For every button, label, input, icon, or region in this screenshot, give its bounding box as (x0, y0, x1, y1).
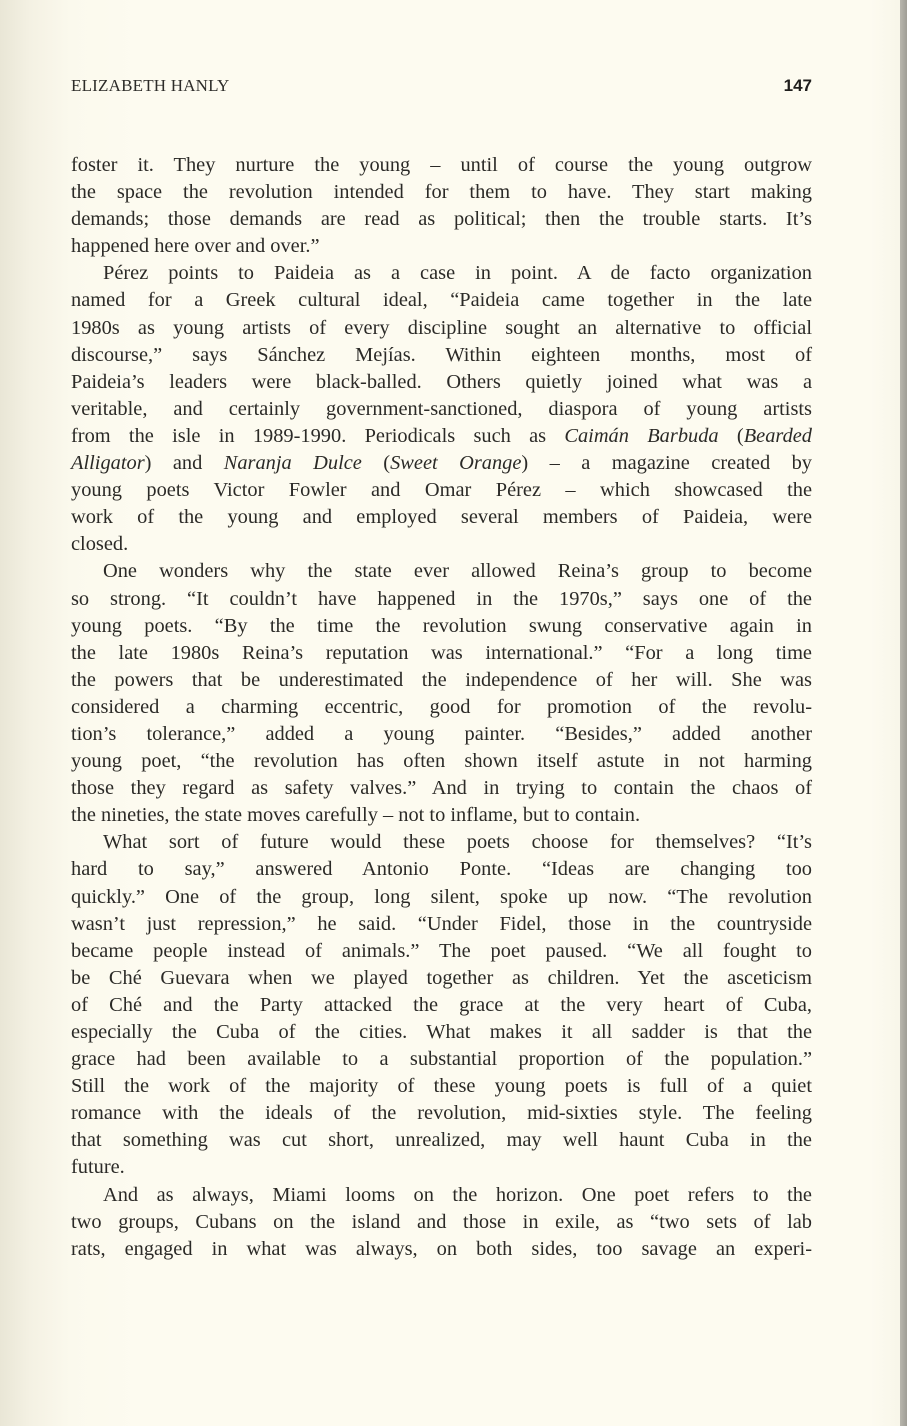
text-line: that something was cut short, unrealized, may well haunt Cuba in the (71, 1129, 812, 1152)
text-line: young poets Victor Fowler and Omar Pérez – which showcased the (71, 479, 812, 502)
body-text (71, 152, 812, 1263)
text-line: quickly.” One of the group, long silent, spoke up now. “The revolution (71, 885, 812, 908)
text-line: became people instead of animals.” The poet paused. “We all fought to (71, 939, 812, 962)
text-line: demands; those demands are read as political; then the trouble starts. It’s (71, 208, 812, 231)
italic-title: Sweet Orange (390, 452, 522, 475)
text-line: the powers that be underestimated the independence of her will. She was (71, 668, 812, 691)
text-line: young poet, “the revolution has often shown itself astute in not harming (71, 750, 812, 773)
text-line: Still the work of the majority of these young poets is full of a quiet (71, 1075, 812, 1098)
text-line: grace had been available to a substantial proportion of the population.” (71, 1048, 812, 1071)
text-line: Pérez points to Paideia as a case in point. A de facto organization (103, 262, 812, 285)
text-line: happened here over and over.” (71, 235, 320, 258)
text-line: veritable, and certainly government-sanctioned, diaspora of young artists (71, 397, 812, 420)
text-line: the space the revolution intended for them to have. They start making (71, 181, 812, 204)
text-line: the nineties, the state moves carefully – not to inflame, but to contain. (71, 804, 641, 827)
text-segment: ) – a magazine created by (521, 452, 812, 475)
text-line: discourse,” says Sánchez Mejías. Within eighteen months, most of (71, 343, 812, 366)
text-line: Paideia’s leaders were black-balled. Others quietly joined what was a (71, 370, 812, 393)
text-line: And as always, Miami looms on the horizon. One poet refers to the (103, 1183, 812, 1206)
text-line: be Ché Guevara when we played together as children. Yet the asceticism (71, 966, 812, 989)
text-line: two groups, Cubans on the island and those in exile, as “two sets of lab (71, 1210, 812, 1233)
text-line: future. (71, 1156, 125, 1179)
text-segment: from the isle in 1989-1990. Periodicals such as (71, 424, 565, 447)
italic-title: Alligator (71, 452, 145, 475)
text-segment: ( (718, 424, 744, 447)
text-line: 1980s as young artists of every discipline sought an alternative to official (71, 316, 812, 339)
text-line: named for a Greek cultural ideal, “Paideia came together in the late (71, 289, 812, 312)
page-edge-shadow (900, 0, 907, 1426)
text-line: What sort of future would these poets choose for themselves? “It’s (103, 831, 812, 854)
italic-title: Caimán Barbuda (564, 424, 719, 447)
italic-title: Naranja Dulce (223, 452, 362, 475)
text-line: romance with the ideals of the revolution, mid-sixties style. The feeling (71, 1102, 812, 1125)
text-line: young poets. “By the time the revolution swung conservative again in (71, 614, 812, 637)
text-line: so strong. “It couldn’t have happened in the 1970s,” says one of the (71, 587, 812, 610)
text-line: One wonders why the state ever allowed Reina’s group to become (103, 560, 812, 583)
text-segment: ( (361, 452, 391, 475)
text-line: wasn’t just repression,” he said. “Under Fidel, those in the countryside (71, 912, 812, 935)
text-line: those they regard as safety valves.” And in trying to contain the chaos of (71, 777, 812, 800)
text-line: of Ché and the Party attacked the grace at the very heart of Cuba, (71, 993, 812, 1016)
text-line: considered a charming eccentric, good for promotion of the revolu- (71, 695, 812, 718)
text-line: especially the Cuba of the cities. What makes it all sadder is that the (71, 1021, 812, 1043)
text-segment: ) and (144, 452, 224, 475)
text-line: tion’s tolerance,” added a young painter. “Besides,” added another (71, 722, 812, 745)
text-line: hard to say,” answered Antonio Ponte. “Ideas are changing too (71, 858, 812, 881)
running-head-author: ELIZABETH HANLY (71, 76, 230, 95)
text-line (71, 450, 812, 477)
text-line: closed. (71, 533, 129, 556)
running-head (71, 76, 812, 100)
text-line: rats, engaged in what was always, on both sides, too savage an experi- (71, 1237, 812, 1260)
text-line (71, 423, 812, 450)
text-line: work of the young and employed several members of Paideia, were (71, 506, 812, 529)
text-line: foster it. They nurture the young – until of course the young outgrow (71, 154, 812, 176)
page-number: 147 (783, 76, 812, 95)
text-line: the late 1980s Reina’s reputation was international.” “For a long time (71, 641, 812, 664)
italic-title: Bearded (743, 424, 813, 447)
